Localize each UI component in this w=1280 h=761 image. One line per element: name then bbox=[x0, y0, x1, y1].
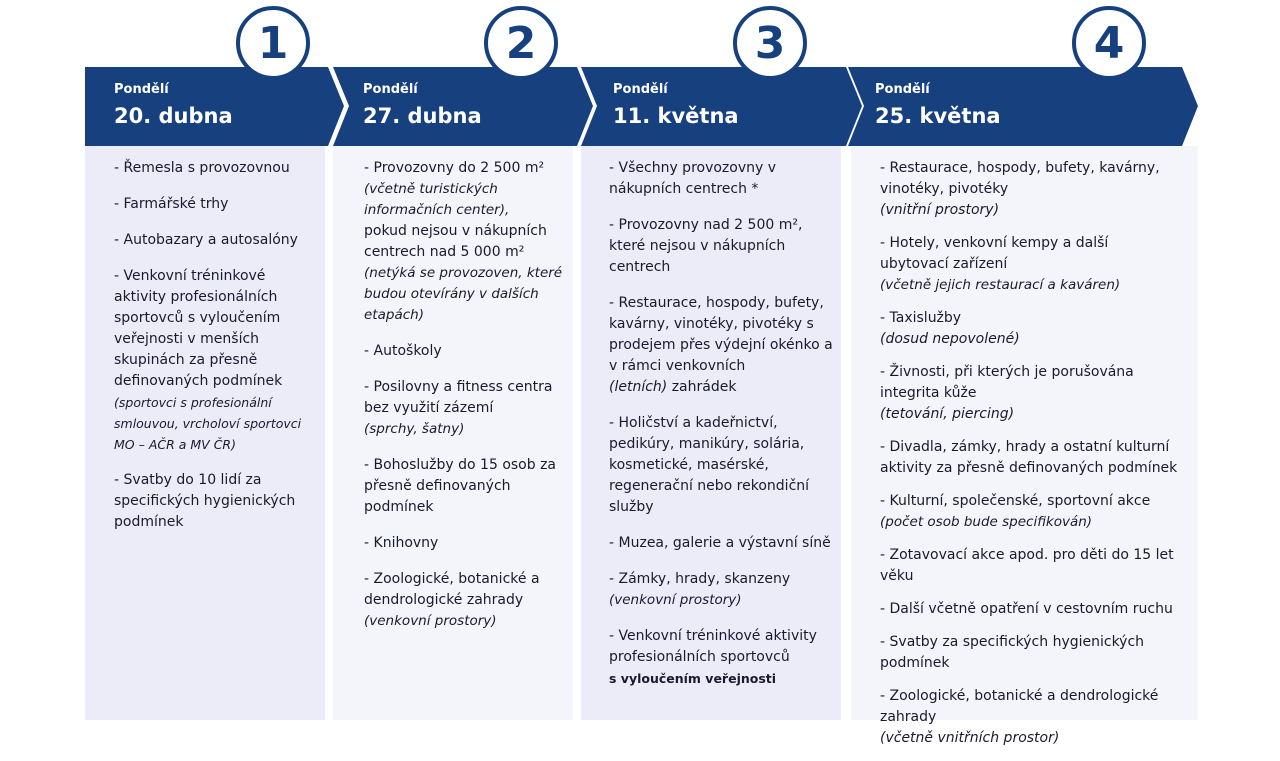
phase-3-list bbox=[599, 158, 835, 704]
phase-1-number-badge bbox=[236, 6, 310, 80]
phase-4-day: Pondělí bbox=[875, 82, 930, 97]
list-item: - Provozovny do 2 500 m² (včetně turistických informačních center), pokud nejsou v nákupních centrech nad 5 000 m² (netýká se provozoven, které budou otevírány v dalších etapách) bbox=[354, 158, 566, 326]
phase-3-number: 3 bbox=[754, 17, 786, 69]
list-item: - Farmářské trhy bbox=[104, 194, 320, 215]
phase-3-date: 11. května bbox=[613, 104, 739, 128]
phase-4-header bbox=[875, 82, 1001, 130]
phase-2-number: 2 bbox=[505, 17, 537, 69]
list-item: - Svatby do 10 lidí za specifických hygienických podmínek bbox=[104, 470, 320, 533]
phase-1-header bbox=[114, 82, 233, 130]
list-item: - Taxislužby (dosud nepovolené) bbox=[870, 308, 1180, 350]
phase-1-list bbox=[104, 158, 320, 548]
phase-2-list bbox=[354, 158, 566, 647]
list-item: - Restaurace, hospody, bufety, kavárny, vinotéky, pivotéky (vnitřní prostory) bbox=[870, 158, 1180, 221]
list-item: - Venkovní tréninkové aktivity profesionálních sportovců s vyloučením veřejnosti v menších skupinách za přesně definovaných podmínek (sportovci s profesionální smlouvou, vrcholoví sportovci MO – AČR a MV ČR) bbox=[104, 266, 320, 455]
list-item: - Knihovny bbox=[354, 533, 566, 554]
list-item: - Zoologické, botanické a dendrologické zahrady (venkovní prostory) bbox=[354, 569, 566, 632]
phase-1-date: 20. dubna bbox=[114, 104, 233, 128]
list-item: - Muzea, galerie a výstavní síně bbox=[599, 533, 835, 554]
list-item: - Venkovní tréninkové aktivity profesionálních sportovců s vyloučením veřejnosti bbox=[599, 626, 835, 689]
list-item: - Posilovny a fitness centra bez využití zázemí (sprchy, šatny) bbox=[354, 377, 566, 440]
list-item: - Holičství a kadeřnictví, pedikúry, manikúry, solária, kosmetické, masérské, regenerační nebo rekondiční služby bbox=[599, 413, 835, 518]
list-item: - Řemesla s provozovnou bbox=[104, 158, 320, 179]
phase-1-number: 1 bbox=[257, 17, 289, 69]
phase-3-day: Pondělí bbox=[613, 82, 668, 97]
list-item: - Zotavovací akce apod. pro děti do 15 let věku bbox=[870, 545, 1180, 587]
list-item: - Bohoslužby do 15 osob za přesně definovaných podmínek bbox=[354, 455, 566, 518]
phase-4-date: 25. května bbox=[875, 104, 1001, 128]
phase-2-date: 27. dubna bbox=[363, 104, 482, 128]
list-item: - Další včetně opatření v cestovním ruchu bbox=[870, 599, 1180, 620]
phase-2-header bbox=[363, 82, 482, 130]
list-item: - Živnosti, při kterých je porušována integrita kůže (tetování, piercing) bbox=[870, 362, 1180, 425]
phase-4-number-badge bbox=[1072, 6, 1146, 80]
list-item: - Divadla, zámky, hrady a ostatní kulturní aktivity za přesně definovaných podmínek bbox=[870, 437, 1180, 479]
phase-4-number: 4 bbox=[1093, 17, 1125, 69]
phase-1-day: Pondělí bbox=[114, 82, 169, 97]
list-item: - Restaurace, hospody, bufety, kavárny, vinotéky, pivotéky s prodejem přes výdejní okénko a v rámci venkovních (letních) zahrádek bbox=[599, 293, 835, 398]
list-item: - Hotely, venkovní kempy a další ubytovací zařízení (včetně jejich restaurací a kaváren) bbox=[870, 233, 1180, 296]
list-item: - Autobazary a autosalóny bbox=[104, 230, 320, 251]
list-item: - Provozovny nad 2 500 m², které nejsou v nákupních centrech bbox=[599, 215, 835, 278]
phase-2-number-badge bbox=[484, 6, 558, 80]
phase-3-header bbox=[613, 82, 739, 130]
phase-4-list bbox=[870, 158, 1180, 761]
list-item: - Zoologické, botanické a dendrologické zahrady (včetně vnitřních prostor) bbox=[870, 686, 1180, 749]
list-item: - Všechny provozovny v nákupních centrech * bbox=[599, 158, 835, 200]
list-item: - Kulturní, společenské, sportovní akce (počet osob bude specifikován) bbox=[870, 491, 1180, 533]
phase-3-number-badge bbox=[733, 6, 807, 80]
phase-2-day: Pondělí bbox=[363, 82, 418, 97]
list-item: - Zámky, hrady, skanzeny (venkovní prostory) bbox=[599, 569, 835, 611]
list-item: - Autoškoly bbox=[354, 341, 566, 362]
list-item: - Svatby za specifických hygienických podmínek bbox=[870, 632, 1180, 674]
